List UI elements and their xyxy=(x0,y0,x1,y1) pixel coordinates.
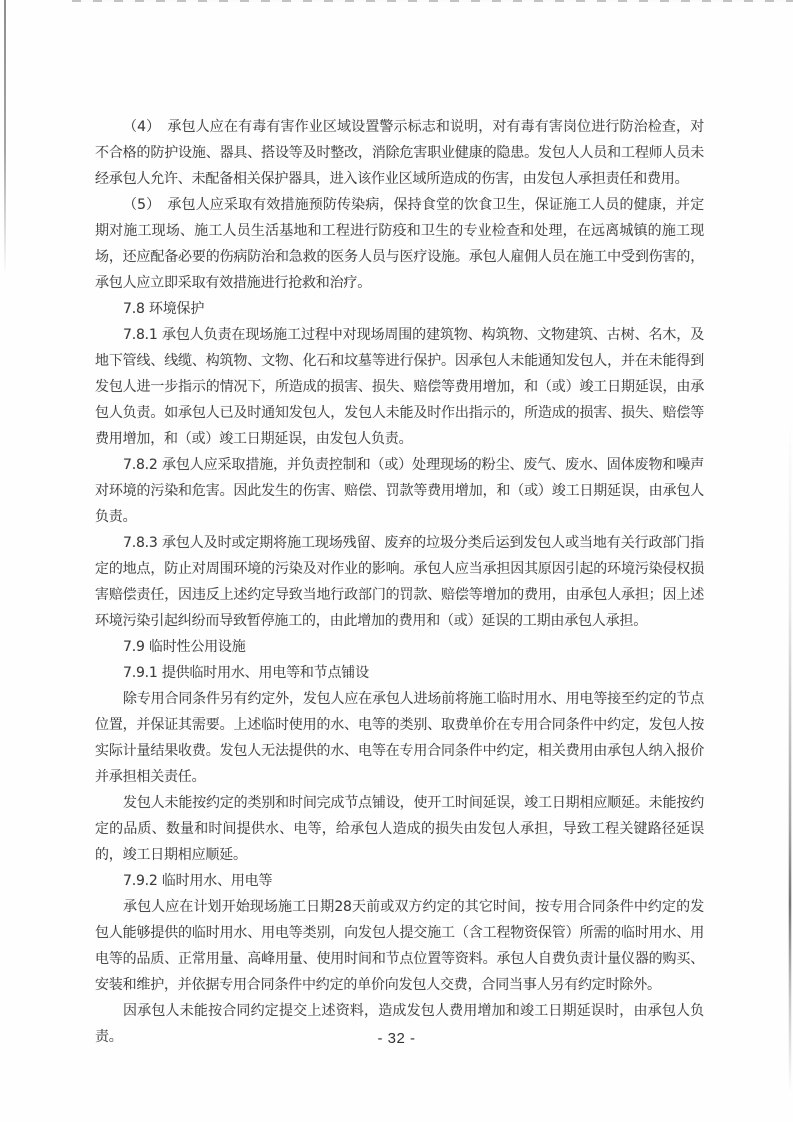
clause-7-9-2-para-a: 承包人应在计划开始现场施工日期28天前或双方约定的其它时间，按专用合同条件中约定的发包人能够提供的临时用水、用电等类别，向发包人提交施工（含工程物资保管）所需的临时用水、用电等的品质、正常用量、高峰用量、使用时间和节点位置等资料。承包人自费负责计量仪器的购买、安装和维护，并依据专用合同条件中约定的单价向发包人交费，合同当事人另有约定时除外。 xyxy=(95,899,704,993)
section-heading-7-9-2: 7.9.2 临时用水、用电等 xyxy=(123,873,273,889)
scan-artifact-left-edge xyxy=(4,0,6,275)
clause-7-9-1-para-a: 除专用合同条件另有约定外，发包人应在承包人进场前将施工临时用水、用电等接至约定的节点位置，并保证其需要。上述临时使用的水、电等的类别、取费单价在专用合同条件中约定，发包人按实际计量结果收费。发包人无法提供的水、电等在专用合同条件中约定，相关费用由承包人纳入报价并承担相关责任。 xyxy=(95,691,704,785)
clause-7-8-2: 7.8.2 承包人应采取措施，并负责控制和（或）处理现场的粉尘、废气、废水、固体废物和噪声对环境的污染和危害。因此发生的伤害、赔偿、罚款等费用增加，和（或）竣工日期延误，由承包人负责。 xyxy=(95,457,704,525)
page-body xyxy=(95,114,704,1050)
scan-artifact-right-edge xyxy=(789,420,792,1092)
section-heading-7-8: 7.8 环境保护 xyxy=(123,301,205,317)
clause-7-7-item-5: （5） 承包人应采取有效措施预防传染病，保持食堂的饮食卫生，保证施工人员的健康，并定期对施工现场、施工人员生活基地和工程进行防疫和卫生的专业检查和处理，在远离城镇的施工现场，还应配备必要的伤病防治和急救的医务人员与医疗设施。承包人雇佣人员在施工中受到伤害的，承包人应立即采取有效措施进行抢救和治疗。 xyxy=(95,197,704,291)
clause-7-9-2-para-b: 因承包人未能按合同约定提交上述资料，造成发包人费用增加和竣工日期延误时，由承包人负责。 xyxy=(95,1003,704,1045)
page-number: - 32 - xyxy=(377,1030,416,1047)
section-heading-7-9-1: 7.9.1 提供临时用水、用电等和节点铺设 xyxy=(123,665,369,681)
scan-artifact-top-edge xyxy=(72,0,793,2)
clause-7-9-1-para-b: 发包人未能按约定的类别和时间完成节点铺设，使开工时间延误，竣工日期相应顺延。未能按约定的品质、数量和时间提供水、电等，给承包人造成的损失由发包人承担，导致工程关键路径延误的，竣工日期相应顺延。 xyxy=(95,795,704,863)
clause-7-8-1: 7.8.1 承包人负责在现场施工过程中对现场周围的建筑物、构筑物、文物建筑、古树、名木，及地下管线、线缆、构筑物、文物、化石和坟墓等进行保护。因承包人未能通知发包人，并在未能得到发包人进一步指示的情况下，所造成的损害、损失、赔偿等费用增加，和（或）竣工日期延误，由承包人负责。如承包人已及时通知发包人，发包人未能及时作出指示的，所造成的损害、损失、赔偿等费用增加，和（或）竣工日期延误，由发包人负责。 xyxy=(95,327,704,447)
clause-7-8-3: 7.8.3 承包人及时或定期将施工现场残留、废弃的垃圾分类后运到发包人或当地有关行政部门指定的地点，防止对周围环境的污染及对作业的影响。承包人应当承担因其原因引起的环境污染侵权损害赔偿责任，因违反上述约定导致当地行政部门的罚款、赔偿等增加的费用，由承包人承担；因上述环境污染引起纠纷而导致暂停施工的，由此增加的费用和（或）延误的工期由承包人承担。 xyxy=(95,535,704,629)
section-heading-7-9: 7.9 临时性公用设施 xyxy=(123,639,246,655)
clause-7-7-item-4: （4） 承包人应在有毒有害作业区域设置警示标志和说明，对有毒有害岗位进行防治检查，对不合格的防护设施、器具、搭设等及时整改，消除危害职业健康的隐患。发包人人员和工程师人员未经承包人允许、未配备相关保护器具，进入该作业区域所造成的伤害，由发包人承担责任和费用。 xyxy=(95,119,704,187)
